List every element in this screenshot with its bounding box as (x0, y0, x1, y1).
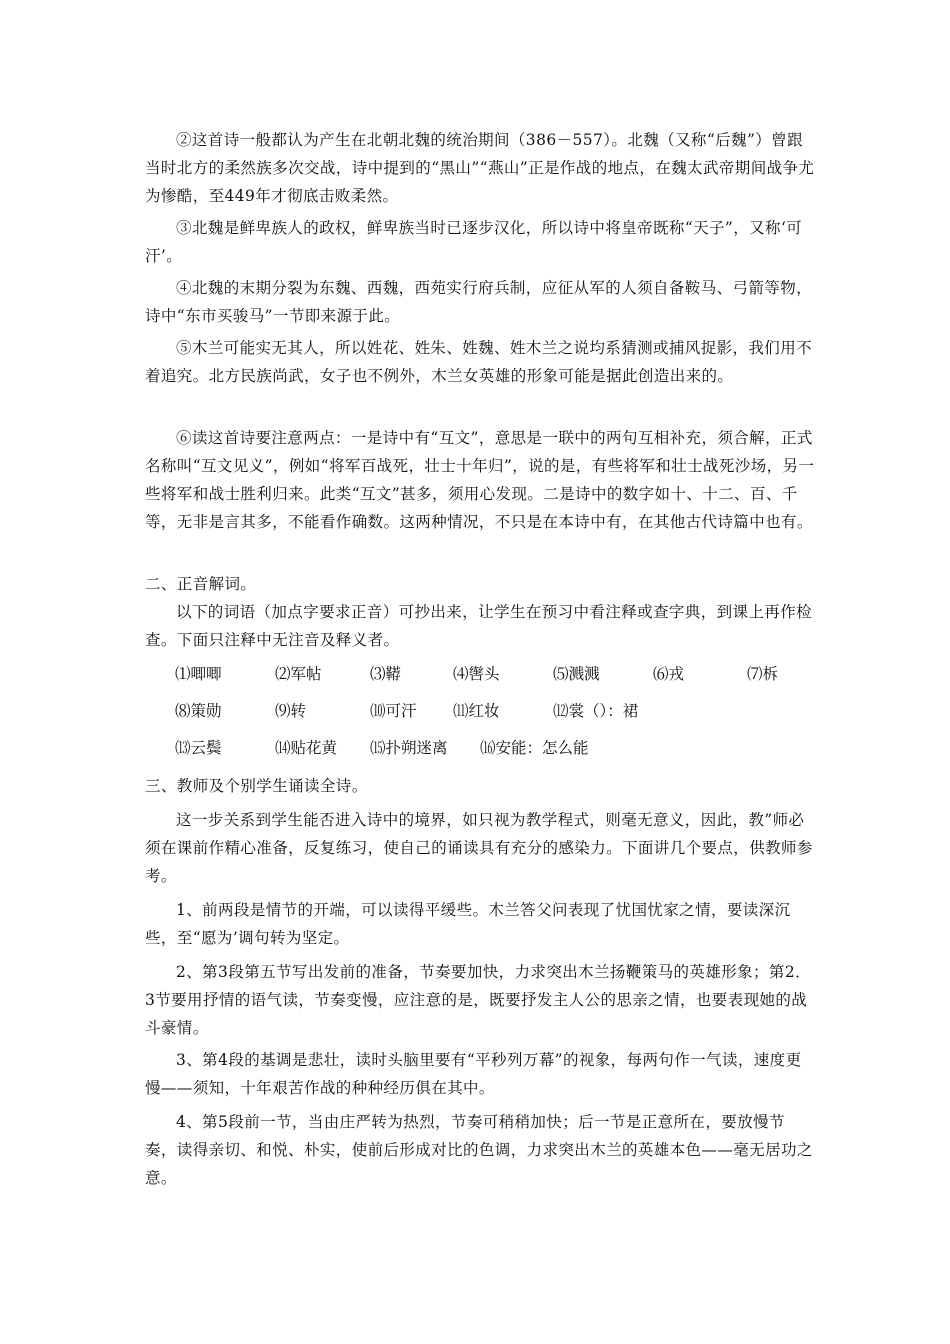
reading-point-3: 3、第4段的基调是悲壮，读时头脑里要有“平秒列万幕”的视象，每两句作一气读，速度更慢——须知，十年艰苦作战的种种经历俱在其中。 (145, 1051, 802, 1097)
reading-point-2: 2、第3段第五节写出发前的准备，节奏要加快，力求突出木兰扬鞭策马的英雄形象；第2．3节要用抒情的语气读，节奏变慢，应注意的是，既要抒发主人公的思亲之情，也要表现她的战斗豪情。 (145, 963, 811, 1037)
vocab-item: ⑼转 (275, 702, 307, 720)
vocab-item: ⑸溅溅 (553, 665, 600, 683)
vocab-item: ⑻策勋 (175, 702, 222, 720)
vocab-item: ⑾红妆 (453, 702, 500, 720)
note-5: ⑤木兰可能实无其人，所以姓花、姓朱、姓魏、姓木兰之说均系猜测或捕风捉影，我们用不着追究。北方民族尚武，女子也不例外，木兰女英雄的形象可能是据此创造出来的。 (145, 339, 813, 385)
note-6: ⑥读这首诗要注意两点：一是诗中有“互文”，意思是一联中的两句互相补充，须合解，正式名称叫“互文见义”，例如“将军百战死，壮士十年归”，说的是，有些将军和壮士战死沙场，另一些将军和战士胜利归来。此类“互文”甚多，须用心发现。二是诗中的数字如十、十二、百、千等，无非是言其多，不能看作确数。这两种情况，不只是在本诗中有，在其他古代诗篇中也有。 (145, 429, 815, 531)
vocab-item: ⑴唧唧 (175, 665, 222, 683)
section-2-intro: 以下的词语（加点字要求正音）可抄出来，让学生在预习中看注释或查字典，到课上再作检查。下面只注释中无注音及释义者。 (145, 603, 813, 649)
vocab-item: ⒃安能：怎么能 (480, 739, 589, 757)
vocab-item: ⒀云鬓 (175, 739, 222, 757)
vocab-item: ⑵军帖 (275, 665, 322, 683)
reading-point-1: 1、前两段是情节的开端，可以读得平缓些。木兰答父问表现了忧国忧家之情，要读深沉些，至“愿为’调句转为坚定。 (145, 901, 791, 947)
vocab-item: ⒁贴花黄 (275, 739, 338, 757)
vocab-row-1 (175, 660, 815, 688)
vocab-item: ⒂扑朔迷离 (370, 739, 448, 757)
section-heading-2: 二、正音解词。 (145, 575, 257, 593)
note-2: ②这首诗一般都认为产生在北朝北魏的统治期间（386－557）。北魏（又称“后魏”）曾跟当时北方的柔然族多次交战，诗中提到的“黑山”“燕山”正是作战的地点，在魏太武帝期间战争尤为惨酷，至449年才彻底击败柔然。 (145, 131, 815, 205)
vocab-item: ⑶鞯 (370, 665, 402, 683)
section-heading-3: 三、教师及个别学生诵读全诗。 (145, 777, 368, 795)
note-4: ④北魏的末期分裂为东魏、西魏，西苑实行府兵制，应征从军的人须自备鞍马、弓箭等物，诗中“东市买骏马”一节即来源于此。 (145, 279, 813, 325)
note-3: ③北魏是鲜卑族人的政权，鲜卑族当时已逐步汉化，所以诗中将皇帝既称“天子”，又称‘可汗’。 (145, 219, 803, 265)
vocab-row-2 (175, 697, 815, 725)
vocab-item: ⑷辔头 (453, 665, 500, 683)
vocab-item: ⑿裳（）：裙 (553, 702, 639, 720)
vocab-row-3 (175, 734, 815, 762)
vocab-item: ⑹戎 (653, 665, 685, 683)
vocab-item: ⑺柝 (747, 665, 779, 683)
section-3-intro: 这一步关系到学生能否进入诗中的境界，如只视为教学程式，则毫无意义，因此，教”师必须在课前作精心准备，反复练习，使自己的诵读具有充分的感染力。下面讲几个要点，供教师参考。 (145, 811, 813, 885)
reading-point-4: 4、第5段前一节，当由庄严转为热烈，节奏可稍稍加快；后一节是正意所在，要放慢节奏，读得亲切、和悦、朴实，使前后形成对比的色调，力求突出木兰的英雄本色——毫无居功之意。 (145, 1113, 813, 1187)
vocab-item: ⑽可汗 (370, 702, 417, 720)
